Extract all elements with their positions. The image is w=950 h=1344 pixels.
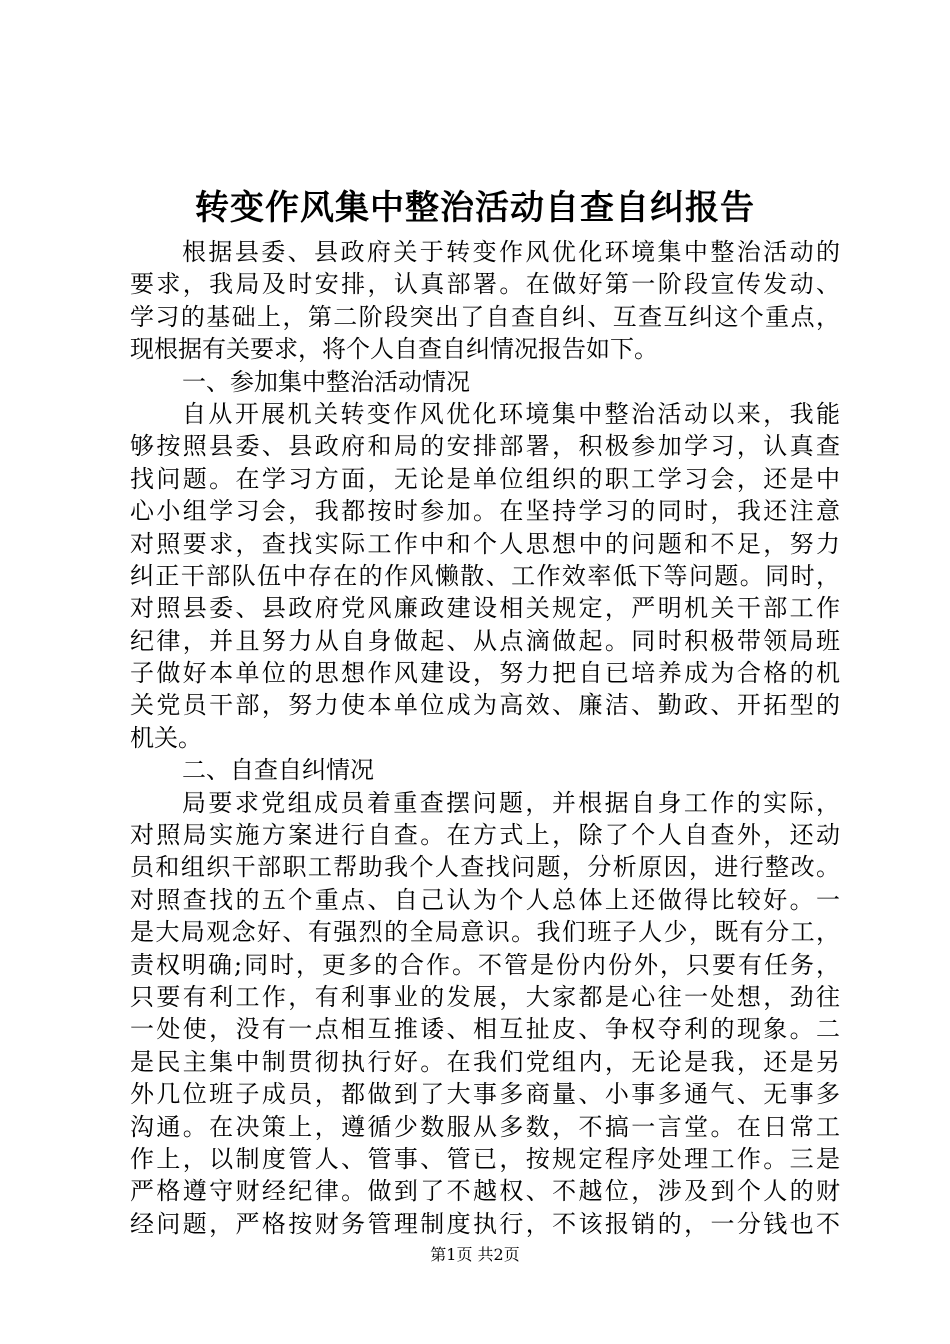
body-line: 局要求党组成员着重查摆问题，并根据自身工作的实际， (182, 788, 840, 817)
body-line: 找问题。在学习方面，无论是单位组织的职工学习会，还是中 (130, 464, 840, 493)
body-line: 根据县委、县政府关于转变作风优化环境集中整治活动的 (182, 238, 840, 266)
body-line: 自从开展机关转变作风优化环境集中整治活动以来，我能 (182, 399, 840, 428)
body-line: 要求，我局及时安排，认真部署。在做好第一阶段宣传发动、 (130, 270, 840, 299)
body-line: 一处使，没有一点相互推诿、相互扯皮、争权夺利的现象。二 (130, 1015, 840, 1044)
body-line: 够按照县委、县政府和局的安排部署，积极参加学习，认真查 (130, 432, 840, 461)
body-line: 外几位班子成员，都做到了大事多商量、小事多通气、无事多 (130, 1080, 840, 1109)
body-line: 关党员干部，努力使本单位成为高效、廉洁、勤政、开拓型的 (130, 691, 840, 720)
body-line: 对照县委、县政府党风廉政建设相关规定，严明机关干部工作 (130, 594, 840, 623)
document-title: 转变作风集中整治活动自查自纠报告 (195, 188, 755, 228)
body-line: 学习的基础上，第二阶段突出了自查自纠、互查互纠这个重点， (130, 302, 840, 331)
document-body (130, 236, 840, 1240)
body-line: 对照查找的五个重点、自己认为个人总体上还做得比较好。一 (130, 885, 840, 914)
body-line: 二、自查自纠情况 (182, 756, 374, 785)
body-line: 责权明确;同时，更多的合作。不管是份内份外，只要有任务， (130, 950, 840, 979)
body-line: 对照局实施方案进行自查。在方式上，除了个人自查外，还动 (130, 821, 840, 850)
body-line: 严格遵守财经纪律。做到了不越权、不越位，涉及到个人的财 (130, 1177, 840, 1206)
body-line: 心小组学习会，我都按时参加。在坚持学习的同时，我还注意 (130, 497, 840, 526)
body-line: 经问题，严格按财务管理制度执行，不该报销的，一分钱也不 (130, 1209, 840, 1238)
body-line: 是民主集中制贯彻执行好。在我们党组内，无论是我，还是另 (130, 1047, 840, 1076)
body-line: 现根据有关要求，将个人自查自纠情况报告如下。 (130, 335, 658, 364)
body-line: 子做好本单位的思想作风建设，努力把自已培养成为合格的机 (130, 659, 840, 688)
body-line: 纪律，并且努力从自身做起、从点滴做起。同时积极带领局班 (130, 626, 840, 655)
body-line: 对照要求，查找实际工作中和个人思想中的问题和不足，努力 (130, 529, 840, 558)
body-line: 机关。 (130, 723, 202, 752)
body-line: 沟通。在决策上，遵循少数服从多数，不搞一言堂。在日常工 (130, 1112, 840, 1141)
body-line: 是大局观念好、有强烈的全局意识。我们班子人少，既有分工， (130, 918, 840, 947)
body-line: 纠正干部队伍中存在的作风懒散、工作效率低下等问题。同时， (130, 561, 840, 590)
page-footer: 第1页 共2页 (430, 1245, 520, 1264)
body-line: 作上，以制度管人、管事、管已，按规定程序处理工作。三是 (130, 1144, 840, 1173)
body-line: 一、参加集中整治活动情况 (182, 367, 470, 396)
body-line: 只要有利工作，有利事业的发展，大家都是心往一处想，劲往 (130, 982, 840, 1011)
body-line: 员和组织干部职工帮助我个人查找问题，分析原因，进行整改。 (130, 853, 840, 882)
